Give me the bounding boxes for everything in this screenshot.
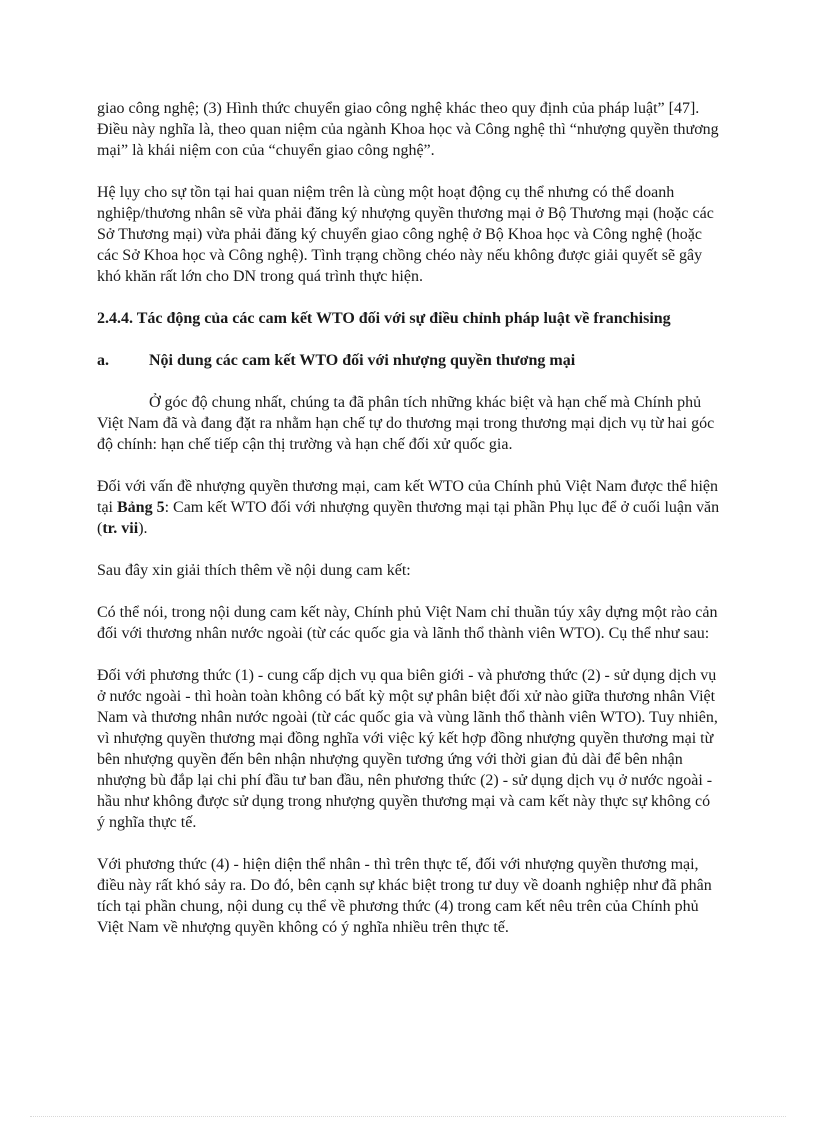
table-reference: Bảng 5: [117, 499, 165, 516]
paragraph-4-text-c: ).: [138, 520, 148, 537]
paragraph-4-text-b: : Cam kết WTO đối với nhượng quyền thương mại tại phần Phụ lục để ở cuối luận văn (: [97, 499, 720, 537]
section-heading: 2.4.4. Tác động của các cam kết WTO đối với sự điều chỉnh pháp luật về franchising: [97, 310, 671, 327]
paragraph-5: Sau đây xin giải thích thêm về nội dung cam kết:: [97, 562, 411, 579]
paragraph-6: Có thể nói, trong nội dung cam kết này, Chính phủ Việt Nam chỉ thuần túy xây dựng một rào cản đối với thương nhân nước ngoài (từ các quốc gia và lãnh thổ thành viên WTO). Cụ thể như sau:: [97, 604, 718, 642]
subsection-title: Nội dung các cam kết WTO đối với nhượng quyền thương mại: [149, 352, 576, 369]
paragraph-4-text-a: Đối với vấn đề nhượng quyền thương mại, cam kết WTO của Chính phủ Việt Nam được thể hiện tại: [97, 478, 719, 516]
subsection-heading: [97, 350, 722, 371]
paragraph-8: Với phương thức (4) - hiện diện thể nhân - thì trên thực tế, đối với nhượng quyền thương mại, điều này rất khó sảy ra. Do đó, bên cạnh sự khác biệt trong tư duy về doanh nghiệp như đã phân tích tại phần chung, nội dung cụ thể về phương thức (4) trong cam kết nêu trên của Chính phủ Việt Nam về nhượng quyền không có ý nghĩa nhiều trên thực tế.: [97, 856, 712, 936]
page-reference: tr. vii: [102, 520, 139, 537]
paragraph-2: Hệ lụy cho sự tồn tại hai quan niệm trên là cùng một hoạt động cụ thể nhưng có thể doanh nghiệp/thương nhân sẽ vừa phải đăng ký nhượng quyền thương mại ở Bộ Thương mại (hoặc các Sở Thương mại) vừa phải đăng ký chuyển giao công nghệ ở Bộ Khoa học và Công nghệ (hoặc các Sở Khoa học và Công nghệ). Tình trạng chồng chéo này nếu không được giải quyết sẽ gây khó khăn rất lớn cho DN trong quá trình thực hiện.: [97, 184, 714, 285]
paragraph-7: Đối với phương thức (1) - cung cấp dịch vụ qua biên giới - và phương thức (2) - sử dụng dịch vụ ở nước ngoài - thì hoàn toàn không có bất kỳ một sự phân biệt đối xử nào giữa thương nhân Việt Nam và thương nhân nước ngoài (từ các quốc gia và vùng lãnh thổ thành viên WTO). Tuy nhiên, vì nhượng quyền thương mại đồng nghĩa với việc ký kết hợp đồng nhượng quyền thương mại từ bên nhượng quyền đến bên nhận nhượng quyền tương ứng với thời gian đủ dài để bên nhận nhượng bù đắp lại chi phí đầu tư ban đầu, nên phương thức (2) - sử dụng dịch vụ ở nước ngoài - hầu như không được sử dụng trong nhượng quyền thương mại và cam kết này thực sự không có ý nghĩa thực tế.: [97, 667, 718, 831]
paragraph-4: [97, 476, 722, 539]
page-bottom-divider: [30, 1116, 786, 1117]
paragraph-3: Ở góc độ chung nhất, chúng ta đã phân tích những khác biệt và hạn chế mà Chính phủ Việt Nam đã và đang đặt ra nhằm hạn chế tự do thương mại trong thương mại dịch vụ từ hai góc độ chính: hạn chế tiếp cận thị trường và hạn chế đối xử quốc gia.: [97, 394, 715, 453]
document-page: [97, 98, 722, 959]
paragraph-1: giao công nghệ; (3) Hình thức chuyển giao công nghệ khác theo quy định của pháp luật” [47]. Điều này nghĩa là, theo quan niệm của ngành Khoa học và Công nghệ thì “nhượng quyền thương mại” là khái niệm con của “chuyển giao công nghệ”.: [97, 100, 719, 159]
subsection-marker: a.: [97, 352, 109, 369]
